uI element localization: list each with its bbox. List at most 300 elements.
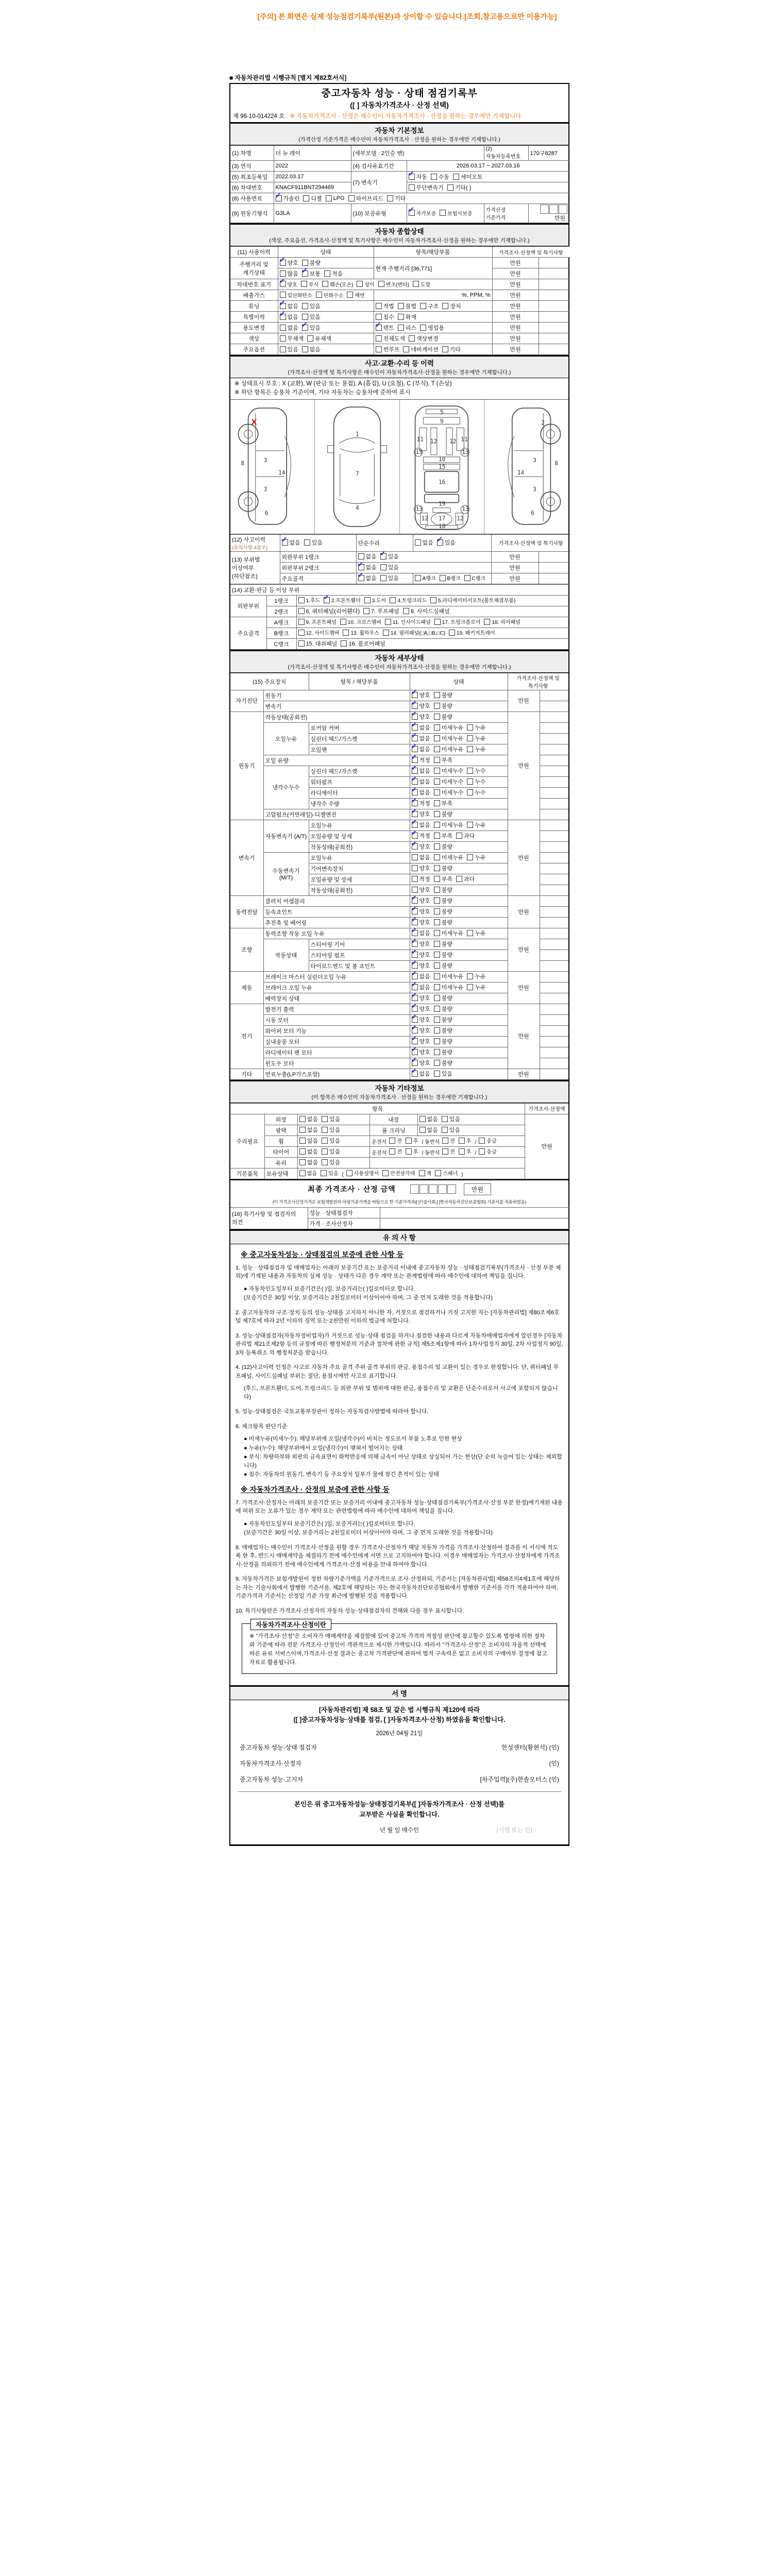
checkbox-누수[interactable]: [467, 788, 485, 796]
checkbox-있음[interactable]: [442, 1115, 460, 1123]
section-subtitle: (가격조사·산정액 및 특기사항은 매수인이 자동차가격조사·산정을 원하는 경우에만 기재합니다.): [288, 369, 511, 376]
checkbox-양호[interactable]: [412, 1059, 430, 1067]
checkbox-group-cell: [410, 971, 508, 982]
checkbox-없음[interactable]: [358, 574, 377, 582]
checkbox-사용설명서[interactable]: [346, 1169, 379, 1177]
checkbox-불량[interactable]: [434, 702, 452, 710]
checkbox-group-cell: [278, 258, 374, 268]
checkbox-무단변속기[interactable]: [409, 183, 444, 192]
checkbox-영업용[interactable]: [420, 324, 444, 332]
table-cell: [540, 874, 568, 885]
table-cell: 오일유량 및 상세: [309, 831, 410, 841]
checkbox-label: 있음: [309, 314, 321, 320]
checkbox-양호[interactable]: [412, 810, 430, 818]
checkbox-box: [301, 281, 307, 287]
checkbox-label: 있음: [449, 1116, 461, 1123]
checkbox-있음[interactable]: [322, 1158, 340, 1166]
checkbox-전[interactable]: [389, 1137, 402, 1144]
checkbox-있음[interactable]: [322, 1115, 340, 1123]
table-cell: 오일누유: [309, 852, 410, 863]
checkbox-없음[interactable]: [412, 853, 430, 861]
checkbox-후[interactable]: [459, 1137, 472, 1144]
checkbox-box: [316, 292, 322, 298]
checkbox-미세누수[interactable]: [434, 767, 464, 775]
checkbox-불량[interactable]: [434, 1048, 452, 1056]
checkbox-양호[interactable]: [412, 951, 430, 959]
checkbox-box: [298, 640, 305, 647]
checkbox-양호[interactable]: [412, 1048, 430, 1056]
checkbox-미세누유[interactable]: [434, 745, 464, 753]
checkbox-없음[interactable]: [412, 972, 430, 980]
checkbox-양호[interactable]: [412, 1015, 430, 1024]
checkbox-미세누유[interactable]: [434, 929, 464, 937]
car-right-side-diagram[interactable]: [484, 400, 568, 534]
checkbox-자동[interactable]: [409, 173, 427, 181]
checkbox-양호[interactable]: [412, 994, 430, 1002]
checkbox-누유[interactable]: [467, 972, 485, 980]
checkbox-label: A랭크: [422, 576, 436, 582]
checkbox-10. 크로스멤버[interactable]: [340, 618, 381, 625]
checkbox-불량[interactable]: [434, 907, 452, 916]
checkbox-불량[interactable]: [434, 940, 452, 948]
checkbox-group-cell: [278, 268, 374, 279]
checkbox-후[interactable]: [459, 1147, 472, 1155]
checkbox-group-cell: [410, 1036, 508, 1047]
checkbox-없음[interactable]: [415, 538, 433, 547]
checkbox-19. 패키지트레이[interactable]: [449, 629, 495, 636]
checkbox-양호[interactable]: [412, 961, 430, 970]
checkbox-있음[interactable]: [322, 1137, 340, 1145]
checkbox-box: [459, 1138, 465, 1144]
checkbox-미세누유[interactable]: [434, 821, 464, 829]
checkbox-양호[interactable]: [412, 842, 430, 851]
section-notes-header: [230, 1229, 568, 1244]
checkbox-침수[interactable]: [376, 313, 394, 321]
checkbox-불량[interactable]: [434, 810, 452, 818]
table-cell: [539, 333, 569, 344]
table-cell: 발전기 출력: [263, 1004, 410, 1014]
checkbox-불량[interactable]: [434, 1026, 452, 1035]
checkbox-box: [347, 292, 353, 298]
checkbox-불량[interactable]: [434, 896, 452, 905]
checkbox-label: 양호: [419, 887, 430, 893]
table-cell: [539, 344, 569, 355]
checkbox-불량[interactable]: [434, 994, 452, 1002]
checkbox-하이브리드[interactable]: [348, 194, 383, 202]
checkbox-누유[interactable]: [467, 929, 485, 937]
checkbox-불량[interactable]: [434, 1015, 452, 1024]
table-cell: [540, 766, 568, 776]
checkbox-있음[interactable]: [304, 538, 323, 547]
checkbox-box: [412, 1071, 418, 1077]
checkbox-있음[interactable]: [442, 1126, 460, 1134]
checkbox-label: 도말: [421, 282, 431, 288]
checkbox-매연[interactable]: [347, 291, 364, 299]
checkbox-미세누유[interactable]: [434, 723, 464, 732]
checkbox-네비게이션[interactable]: [403, 345, 438, 353]
checkbox-불량[interactable]: [434, 918, 452, 926]
checkbox-불량[interactable]: [434, 1037, 452, 1045]
checkbox-없음[interactable]: [280, 324, 298, 332]
checkbox-없음[interactable]: [358, 552, 377, 561]
checkbox-없음[interactable]: [280, 302, 298, 310]
checkbox-적정[interactable]: [412, 756, 430, 764]
checkbox-label: 훼손(오손): [330, 282, 354, 288]
checkbox-불량[interactable]: [434, 691, 452, 699]
table-cell: [540, 809, 568, 820]
checkbox-C랭크[interactable]: [464, 574, 486, 582]
checkbox-불량[interactable]: [434, 1059, 452, 1067]
checkbox-수동[interactable]: [431, 173, 449, 181]
checkbox-있음[interactable]: [434, 1070, 452, 1078]
checkbox-8. 사이드실패널[interactable]: [403, 607, 450, 615]
checkbox-13. 휠하우스[interactable]: [343, 629, 379, 636]
checkbox-누유[interactable]: [467, 745, 485, 753]
checkbox-부족[interactable]: [434, 875, 452, 883]
checkbox-무채색[interactable]: [280, 334, 304, 343]
checkbox-없음[interactable]: [302, 345, 321, 353]
checkbox-없음[interactable]: [412, 777, 430, 786]
checkbox-응급[interactable]: [479, 1147, 496, 1155]
cell-text: (: [342, 1172, 344, 1178]
checkbox-17. 트렁크플로어[interactable]: [434, 618, 481, 625]
checkbox-없음[interactable]: [358, 563, 377, 571]
checkbox-잭[interactable]: [419, 1169, 432, 1177]
checkbox-기타( )[interactable]: [447, 183, 472, 192]
checkbox-양호[interactable]: [412, 918, 430, 926]
table-cell: [539, 290, 569, 301]
table-cell: 브레이크 오일 누유: [263, 982, 410, 993]
checkbox-양호[interactable]: [412, 864, 430, 872]
price-box[interactable]: [410, 1184, 419, 1194]
checkbox-스패너[interactable]: [435, 1169, 458, 1177]
checkbox-12. 사이드멤버[interactable]: [298, 629, 340, 636]
checkbox-미세누유[interactable]: [434, 853, 464, 861]
checkbox-불량[interactable]: [434, 886, 452, 894]
checkbox-세미오토[interactable]: [453, 173, 483, 181]
checkbox-2.프론트휀더[interactable]: [324, 596, 361, 604]
checkbox-box: [434, 735, 440, 741]
checkbox-미세누수[interactable]: [434, 777, 464, 786]
checkbox-양호[interactable]: [280, 259, 298, 267]
checkbox-유채색[interactable]: [307, 334, 331, 343]
checkbox-리스[interactable]: [398, 324, 416, 332]
checkbox-B랭크[interactable]: [440, 574, 461, 582]
checkbox-디젤[interactable]: [303, 194, 322, 202]
checkbox-양호[interactable]: [412, 907, 430, 916]
table-cell: 실린더 헤드/가스켓: [309, 766, 410, 776]
checkbox-불량[interactable]: [434, 961, 452, 970]
checkbox-box: [341, 640, 347, 647]
table-cell: (1) 차명: [230, 146, 274, 161]
table-cell: 튜닝: [230, 301, 278, 312]
checkbox-있음[interactable]: [437, 538, 456, 547]
diagram-part-number: 2: [541, 419, 545, 426]
checkbox-응급[interactable]: [479, 1137, 496, 1144]
checkbox-label: 세미오토: [461, 174, 483, 180]
checkbox-양호[interactable]: [412, 1037, 430, 1045]
note-paragraph: ● 부식: 차량하부와 외판의 금속표면이 화학반응에 의해 금속이 아닌 상태로 상실되어 가는 현상(단 순히 녹슬어 있는 상태는 제외합니다): [244, 1454, 562, 1469]
checkbox-전체도색[interactable]: [376, 334, 406, 343]
diagram-part-number: 12: [421, 515, 429, 522]
checkbox-누수[interactable]: [467, 777, 485, 786]
checkbox-상이[interactable]: [357, 280, 374, 288]
checkbox-label: 기타: [449, 346, 461, 353]
checkbox-불량[interactable]: [434, 842, 452, 851]
table-cell: 가격조사·산정액 및 특기사항: [508, 673, 568, 690]
table-cell: 작동상태(공회전): [309, 841, 410, 852]
checkbox-없음[interactable]: [299, 1147, 318, 1156]
checkbox-label: 누유: [475, 822, 486, 828]
checkbox-불량[interactable]: [434, 951, 452, 959]
section-other-info-header: [230, 1080, 568, 1103]
checkbox-기타[interactable]: [387, 194, 406, 202]
checkbox-box: [376, 325, 382, 331]
checkbox-자가보증[interactable]: [409, 209, 436, 217]
checkbox-가솔린[interactable]: [276, 194, 300, 202]
checkbox-적음[interactable]: [324, 269, 343, 278]
checkbox-label: 적정: [419, 833, 430, 839]
checkbox-9. 프론트패널[interactable]: [298, 618, 337, 625]
checkbox-box: [412, 757, 418, 763]
final-price-boxes[interactable]: [410, 1184, 457, 1194]
checkbox-LPG[interactable]: [326, 195, 345, 201]
checkbox-미세누유[interactable]: [434, 972, 464, 980]
checkbox-14. 필러패널(□A,□B,□C)[interactable]: [383, 629, 445, 636]
checkbox-box: [412, 941, 418, 947]
table-cell: (7) 변속기: [351, 172, 407, 193]
table-cell: 2022.03.17: [274, 172, 351, 182]
note-paragraph: 4. (12)사고이력 인정은 사고로 자동차 주요 골격 주위 골격 부위의 판금, 용접수리 및 교환이 있는 경우로 한정합니다. 단, 쿼터패널 루프패널, 사이드실패널 부위는 절단, 용접시에만 사고로 표기합니다.: [236, 1364, 559, 1379]
checkbox-일산화탄소[interactable]: [280, 291, 312, 299]
checkbox-적정[interactable]: [412, 875, 430, 883]
checkbox-box: [442, 346, 448, 352]
checkbox-없음[interactable]: [419, 1126, 438, 1134]
checkbox-미세누수[interactable]: [434, 788, 464, 796]
checkbox-box: [409, 210, 415, 216]
checkbox-화재[interactable]: [398, 313, 416, 321]
checkbox-있음[interactable]: [280, 345, 298, 353]
checkbox-label: 없음: [419, 779, 430, 785]
checkbox-1.후드[interactable]: [298, 596, 321, 604]
checkbox-과다[interactable]: [456, 875, 475, 883]
checkbox-있음[interactable]: [322, 1126, 340, 1134]
checkbox-양호[interactable]: [280, 280, 297, 288]
checkbox-불량[interactable]: [434, 864, 452, 872]
checkbox-전[interactable]: [389, 1147, 402, 1155]
price-box[interactable]: [559, 205, 567, 214]
checkbox-box: [412, 1016, 418, 1023]
checkbox-없음[interactable]: [412, 821, 430, 829]
checkbox-탄화수소[interactable]: [316, 291, 344, 299]
checkbox-적정[interactable]: [412, 799, 430, 807]
car-top-view-diagram[interactable]: [315, 400, 399, 534]
checkbox-없음[interactable]: [412, 983, 430, 991]
checkbox-적법[interactable]: [376, 302, 394, 310]
checkbox-양호[interactable]: [412, 691, 430, 699]
checkbox-label: 사용설명서: [354, 1171, 379, 1177]
checkbox-label: 있음: [388, 565, 399, 571]
checkbox-변조(변타)[interactable]: [378, 280, 409, 288]
checkbox-있음[interactable]: [302, 324, 321, 332]
checkbox-부식[interactable]: [301, 280, 318, 288]
checkbox-있음[interactable]: [321, 1169, 338, 1177]
table-cell: [540, 1058, 568, 1069]
checkbox-없음[interactable]: [412, 929, 430, 937]
checkbox-구조[interactable]: [420, 302, 439, 310]
checkbox-기타[interactable]: [442, 345, 461, 353]
checkbox-4.트렁크리드[interactable]: [390, 596, 427, 604]
checkbox-전[interactable]: [442, 1137, 455, 1144]
checkbox-label: 18. 리어패널: [492, 620, 520, 626]
checkbox-box: [467, 822, 473, 828]
table-cell: 상태: [278, 247, 374, 258]
checkbox-보험사보증[interactable]: [440, 209, 472, 217]
checkbox-많음[interactable]: [280, 269, 298, 278]
checkbox-부족[interactable]: [434, 756, 452, 764]
checkbox-있음[interactable]: [302, 302, 321, 310]
checkbox-누유[interactable]: [467, 723, 485, 732]
checkbox-양호[interactable]: [412, 1026, 430, 1035]
checkbox-장치[interactable]: [442, 302, 461, 310]
checkbox-label: 없음: [419, 768, 430, 774]
checkbox-불량[interactable]: [434, 1005, 452, 1013]
checkbox-누수[interactable]: [467, 767, 485, 775]
checkbox-box: [415, 539, 421, 546]
diagram-part-number: 11: [416, 436, 424, 443]
checkbox-label: C랭크: [472, 576, 486, 582]
checkbox-있음[interactable]: [302, 313, 321, 321]
checkbox-없음[interactable]: [419, 1115, 438, 1123]
checkbox-label: 누유: [475, 747, 486, 753]
checkbox-15. 대쉬패널[interactable]: [298, 639, 338, 648]
table-cell: 만원: [492, 344, 539, 355]
checkbox-없음[interactable]: [412, 788, 430, 796]
checkbox-없음[interactable]: [412, 745, 430, 753]
checkbox-5.라디에이터서포트(볼트체결부품)[interactable]: [430, 596, 515, 604]
note-paragraph: ● 자동차인도일부터 보증기간은( )일, 보증거리는( )킬로미터로 합니다.: [244, 1285, 415, 1292]
checkbox-있음[interactable]: [380, 552, 399, 561]
checkbox-누유[interactable]: [467, 983, 485, 991]
checkbox-group-cell: [410, 1025, 508, 1036]
checkbox-없음[interactable]: [412, 734, 430, 742]
price-box[interactable]: [429, 1184, 438, 1194]
price-box[interactable]: [549, 205, 558, 214]
checkbox-양호[interactable]: [412, 940, 430, 948]
checkbox-없음[interactable]: [412, 723, 430, 732]
checkbox-후[interactable]: [406, 1137, 418, 1144]
checkbox-썬루프[interactable]: [376, 345, 400, 353]
checkbox-16. 플로어패널[interactable]: [341, 639, 385, 648]
checkbox-양호[interactable]: [412, 713, 430, 721]
checkbox-색상변경[interactable]: [409, 334, 439, 343]
checkbox-없음[interactable]: [299, 1126, 318, 1134]
price-box[interactable]: [438, 1184, 447, 1194]
checkbox-6. 쿼터패널(리어휀다)[interactable]: [298, 607, 360, 615]
final-price-note: (이 가격조사산정가격은 보험개발원의 차량기준가액을 바탕으로 한 기준가격과([ ]기술사회,[ ]한국자동차진단보증협회) 기준서를 적용하였음): [273, 1199, 526, 1205]
checkbox-미세누유[interactable]: [434, 983, 464, 991]
checkbox-양호[interactable]: [412, 896, 430, 905]
checkbox-3.도어[interactable]: [364, 596, 386, 604]
checkbox-보통[interactable]: [302, 269, 321, 278]
checkbox-훼손(오손)[interactable]: [322, 280, 353, 288]
price-box[interactable]: [447, 1184, 456, 1194]
checkbox-box: [412, 735, 418, 741]
checkbox-18. 리어패널[interactable]: [484, 618, 520, 625]
price-box[interactable]: [419, 1184, 428, 1194]
checkbox-양호[interactable]: [412, 886, 430, 894]
checkbox-양호[interactable]: [412, 1005, 430, 1013]
checkbox-도말[interactable]: [413, 280, 430, 288]
checkbox-누유[interactable]: [467, 734, 485, 742]
car-bottom-view-diagram[interactable]: [400, 400, 484, 534]
checkbox-없음[interactable]: [282, 538, 300, 547]
table-cell: 오일누유: [263, 722, 309, 755]
checkbox-불량[interactable]: [434, 713, 452, 721]
checkbox-과다[interactable]: [456, 832, 475, 840]
checkbox-label: 양호: [419, 1049, 430, 1056]
checkbox-있음[interactable]: [380, 563, 399, 571]
price-box[interactable]: [540, 205, 549, 214]
checkbox-box: [456, 876, 462, 882]
checkbox-11. 인사이드패널[interactable]: [385, 618, 431, 625]
checkbox-7. 루프패널[interactable]: [363, 607, 399, 615]
status-code-legend: [230, 378, 568, 400]
checkbox-없음[interactable]: [280, 313, 298, 321]
checkbox-없음[interactable]: [299, 1169, 317, 1177]
checkbox-부족[interactable]: [434, 799, 452, 807]
final-price-unit: 만원: [464, 1183, 491, 1195]
checkbox-label: 불량: [441, 1039, 453, 1045]
checkbox-누유[interactable]: [467, 821, 485, 829]
car-left-side-diagram[interactable]: [230, 400, 315, 534]
checkbox-전[interactable]: [442, 1147, 455, 1155]
checkbox-부족[interactable]: [434, 832, 452, 840]
checkbox-box: [479, 1138, 485, 1144]
cell-text: ): [461, 1172, 463, 1178]
note-paragraph: 8. 매매업자는 매수인이 가격조사·산정을 원할 경우 가격조사·산정자가 해당 자동차 가격을 가격조사·산정하여 결과를 이 서식에 적도록 한 후, 반드시 매매계약을 체결하기 전에 매수인에게 서면 으로 고지하여야 합니다. 이경우 매매업자는 가격조사·산정자에게 가격조사·산정을 의뢰하기 전에 매수인에게 가격조사·산정 비용을 안내 하여야 합니다.: [236, 1544, 560, 1568]
checkbox-있음[interactable]: [380, 574, 399, 582]
table-cell: 주요골격: [280, 573, 356, 584]
checkbox-있음[interactable]: [322, 1147, 340, 1156]
final-price-label: 최종 가격조사 · 산정 금액: [308, 1185, 396, 1193]
checkbox-A랭크[interactable]: [415, 574, 436, 582]
checkbox-안전삼각대[interactable]: [382, 1169, 415, 1177]
checkbox-없음[interactable]: [412, 767, 430, 775]
checkbox-후[interactable]: [406, 1147, 418, 1155]
checkbox-label: 양호: [419, 1039, 430, 1045]
checkbox-불법[interactable]: [398, 302, 416, 310]
checkbox-누유[interactable]: [467, 853, 485, 861]
checkbox-label: 없음: [307, 1138, 318, 1144]
checkbox-box: [467, 930, 473, 936]
checkbox-양호[interactable]: [412, 702, 430, 710]
checkbox-없음[interactable]: [299, 1115, 318, 1123]
checkbox-group-cell: [410, 776, 508, 787]
checkbox-label: 없음: [307, 1116, 318, 1123]
note-paragraph: ● 침수: 자동차의 원동기, 변속기 등 주요장치 일부가 물에 잠긴 흔적이 있는 상태: [244, 1471, 439, 1478]
checkbox-없음[interactable]: [412, 1070, 430, 1078]
signature-statement-2: ([ ]중고자동차성능·상태를 점검, [ ]자동차격조사·산정) 하였음을 확인합니다.: [293, 1716, 506, 1723]
checkbox-적정[interactable]: [412, 832, 430, 840]
table-cell: 만원: [508, 820, 540, 895]
checkbox-미세누유[interactable]: [434, 734, 464, 742]
checkbox-렌트[interactable]: [376, 324, 394, 332]
checkbox-없음[interactable]: [299, 1158, 318, 1166]
checkbox-label: 없음: [419, 725, 430, 731]
checkbox-불량[interactable]: [302, 259, 321, 267]
checkbox-없음[interactable]: [299, 1137, 318, 1145]
